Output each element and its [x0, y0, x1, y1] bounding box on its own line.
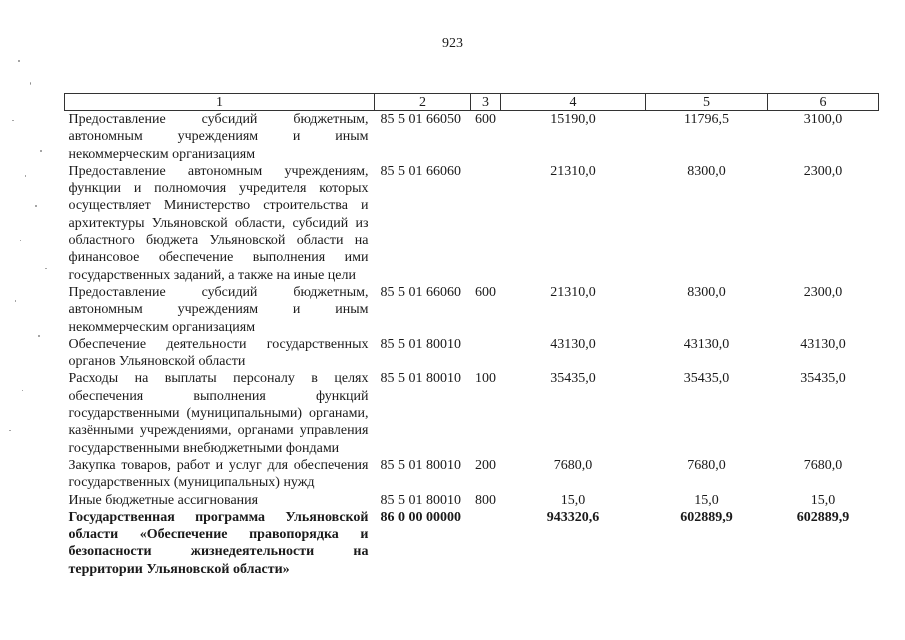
- row-value-col4: 15190,0: [550, 112, 596, 127]
- row-value-col6: 7680,0: [803, 457, 843, 473]
- row-value-col4: 943320,6: [546, 509, 600, 525]
- header-col-4: 4: [501, 94, 646, 111]
- budget-table: [64, 93, 879, 578]
- header-col-2: 2: [375, 94, 471, 111]
- row-value-col4: 35435,0: [550, 371, 596, 387]
- row-code: 85 5 01 80010: [380, 492, 461, 508]
- row-value-col5: 602889,9: [680, 509, 733, 525]
- row-name: Иные бюджетные ассигнования: [68, 492, 259, 508]
- row-value-col4: 43130,0: [550, 336, 596, 352]
- row-value-col5: 15,0: [694, 492, 719, 508]
- row-code: 85 5 01 80010: [380, 336, 461, 352]
- row-vr: [471, 336, 501, 371]
- header-row: [65, 94, 879, 111]
- table-row-program-total: [65, 509, 879, 578]
- row-value-col4: 21310,0: [550, 284, 596, 300]
- row-name: Расходы на выплаты персоналу в целях обеспечения выполнения функций государственными (муниципальными) органами, казёнными учреждениями, органами управления государственными внебюджетными фондами: [68, 371, 369, 456]
- row-code: 86 0 00 00000: [380, 509, 461, 525]
- row-name: Государственная программа Ульяновской области «Обеспечение правопорядка и безопасности жизнедеятельности на территории Ульяновской области»: [68, 509, 369, 577]
- row-code: 85 5 01 66060: [380, 163, 461, 179]
- row-vr: [471, 509, 501, 578]
- row-value-col5: 11796,5: [684, 112, 729, 127]
- row-name: Закупка товаров, работ и услуг для обеспечения государственных (муниципальных) нужд: [68, 457, 369, 491]
- header-col-6: 6: [768, 94, 879, 111]
- row-value-col4: 21310,0: [550, 163, 596, 179]
- row-vr: 200: [475, 457, 496, 473]
- table-row: [65, 492, 879, 509]
- header-col-3: 3: [471, 94, 501, 111]
- row-value-col5: 8300,0: [687, 284, 726, 300]
- row-vr: [471, 163, 501, 284]
- row-value-col6: 2300,0: [803, 163, 843, 179]
- table-row: [65, 370, 879, 456]
- row-value-col4: 15,0: [560, 492, 586, 508]
- table-row: [65, 336, 879, 371]
- row-value-col4: 7680,0: [553, 457, 593, 473]
- header-col-5: 5: [646, 94, 768, 111]
- row-vr: 100: [475, 371, 496, 387]
- row-vr: 800: [475, 492, 496, 508]
- table-header: [65, 94, 879, 111]
- row-code: 85 5 01 66060: [380, 284, 461, 300]
- table-row: [65, 457, 879, 492]
- page-number: 923: [442, 36, 463, 51]
- row-code: 85 5 01 80010: [380, 371, 461, 387]
- row-value-col6: 43130,0: [800, 336, 846, 352]
- row-name: Предоставление субсидий бюджетным, автономным учреждениям и иным некоммерческим организациям: [68, 112, 369, 162]
- table-row: [65, 284, 879, 336]
- row-code: 85 5 01 80010: [380, 457, 461, 473]
- row-value-col5: 43130,0: [683, 336, 730, 352]
- row-value-col6: 602889,9: [796, 509, 850, 525]
- row-name: Предоставление автономным учреждениям, функции и полномочия учредителя которых осуществляет Министерство строительства и архитектуры Ульяновской области, субсидий из областного бюджета Ульяновской области на финансовое обеспечение выполнения ими государственных заданий, а также на иные цели: [68, 163, 369, 283]
- table-row: [65, 163, 879, 284]
- header-col-1: 1: [65, 94, 375, 111]
- row-value-col6: 2300,0: [803, 284, 843, 300]
- row-value-col6: 3100,0: [803, 112, 843, 127]
- row-value-col5: 35435,0: [683, 371, 730, 387]
- table-body: [65, 111, 879, 579]
- row-code: 85 5 01 66050: [380, 112, 461, 127]
- row-value-col6: 35435,0: [800, 371, 846, 387]
- row-value-col6: 15,0: [810, 492, 836, 508]
- row-value-col5: 8300,0: [687, 163, 726, 179]
- table-row: [65, 111, 879, 163]
- row-name: Предоставление субсидий бюджетным, автономным учреждениям и иным некоммерческим организациям: [68, 284, 369, 335]
- row-vr: 600: [475, 284, 496, 300]
- row-value-col5: 7680,0: [687, 457, 726, 473]
- row-name: Обеспечение деятельности государственных органов Ульяновской области: [68, 336, 369, 370]
- row-vr: 600: [475, 112, 496, 127]
